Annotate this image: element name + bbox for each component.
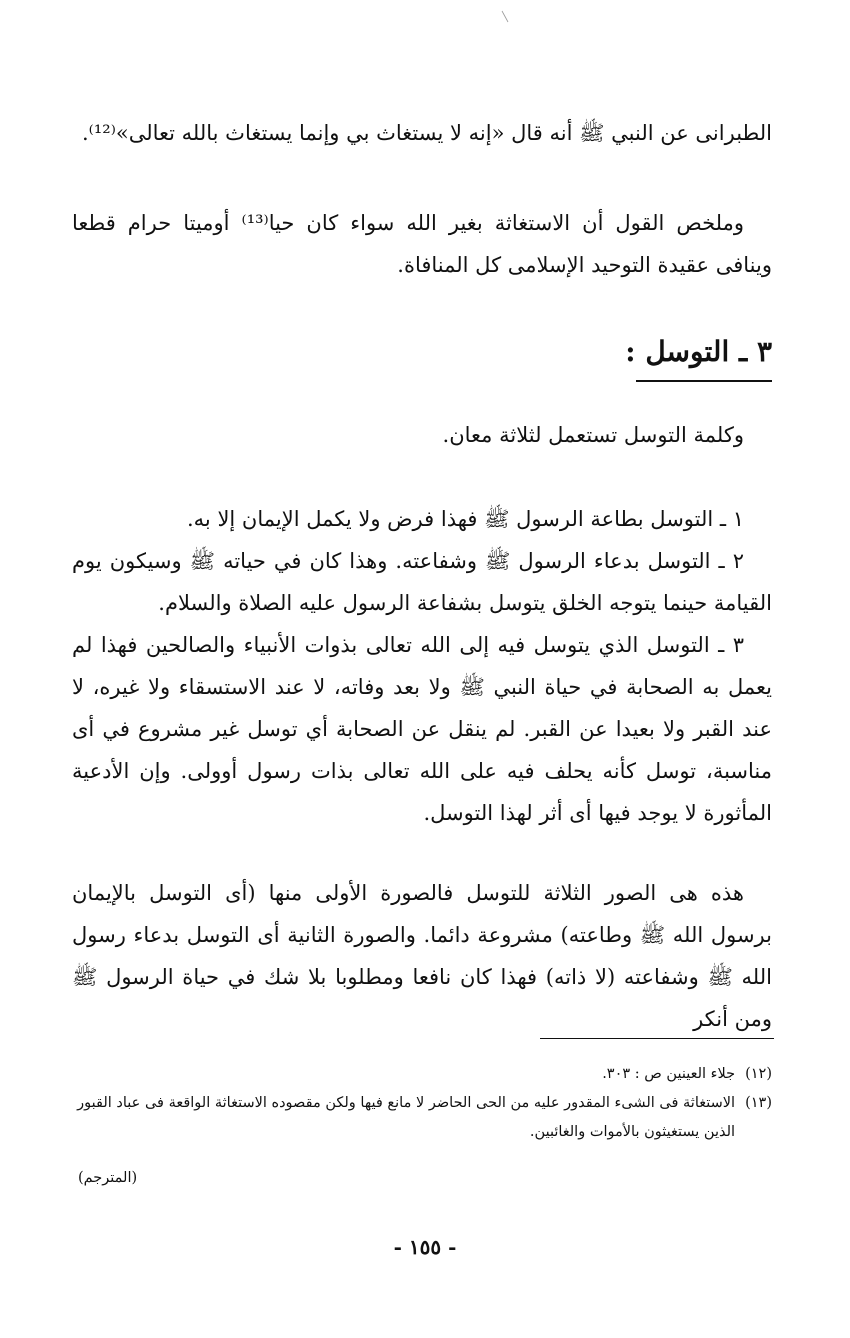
- list-item: ١ ـ التوسل بطاعة الرسول ﷺ فهذا فرض ولا يكمل الإيمان إلا به.: [186, 507, 744, 531]
- footnote-item: [72, 1089, 772, 1147]
- section-heading: ٣ ـ التوسل :: [625, 335, 772, 368]
- summary-paragraph-block: [72, 202, 772, 286]
- footnote-separator: [540, 1038, 774, 1039]
- list-item: ٢ ـ التوسل بدعاء الرسول ﷺ وشفاعته. وهذا كان في حياته ﷺ وسيكون يوم القيامة حينما يتوجه الخلق يتوسل بشفاعة الرسول عليه الصلاة والسلام.: [72, 549, 772, 615]
- footnote-number: (١٣): [745, 1095, 772, 1111]
- footnote-text: الاستغاثة فى الشىء المقدور عليه من الحى الحاضر لا مانع فيها ولكن مقصوده الاستغاثة الواقعة فى عباد القبور الذين يستغيثون بالأموات والغائبين.: [77, 1095, 736, 1140]
- footnote-item: [72, 1060, 772, 1089]
- closing-paragraph-block: [72, 872, 772, 1040]
- closing-paragraph: هذه هى الصور الثلاثة للتوسل فالصورة الأولى منها (أى التوسل بالإيمان برسول الله ﷺ وطاعته) مشروعة دائما. والصورة الثانية أى التوسل بدعاء رسول الله ﷺ وشفاعته (لا ذاته) فهذا كان نافعا ومطلوبا بلا شك في حياة الرسول ﷺ ومن أنكر: [72, 881, 772, 1031]
- translator-note: (المترجم): [78, 1170, 138, 1186]
- section-intro: وكلمة التوسل تستعمل لثلاثة معان.: [442, 423, 744, 447]
- footnote-number: (١٢): [745, 1066, 772, 1082]
- section-heading-underline: [636, 380, 772, 382]
- intro-paragraph-block: [72, 112, 772, 154]
- footnotes: [72, 1060, 772, 1147]
- summary-paragraph: وملخص القول أن الاستغاثة بغير الله سواء كان حيا⁽¹³⁾ أوميتا حرام قطعا وينافى عقيدة التوحيد الإسلامى كل المنافاة.: [72, 211, 772, 277]
- intro-paragraph: الطبرانى عن النبي ﷺ أنه قال «إنه لا يستغاث بي وإنما يستغاث بالله تعالى»⁽¹²⁾.: [82, 121, 772, 145]
- section-items-block: [72, 498, 772, 834]
- scan-speck-mark: [500, 10, 510, 24]
- page-number: - ١٥٥ -: [393, 1235, 457, 1259]
- section-intro-block: [72, 414, 772, 456]
- footnote-text: جلاء العينين ص : ٣٠٣.: [602, 1066, 736, 1082]
- list-item: ٣ ـ التوسل الذي يتوسل فيه إلى الله تعالى بذوات الأنبياء والصالحين فهذا لم يعمل به الصحابة في حياة النبي ﷺ ولا بعد وفاته، لا عند الاستسقاء ولا غيره، لا عند القبر ولا بعيدا عن القبر. لم ينقل عن الصحابة أي توسل غير مشروع في أى مناسبة، توسل كأنه يحلف فيه على الله تعالى بذات رسول أوولى. وإن الأدعية المأثورة لا يوجد فيها أى أثر لهذا التوسل.: [72, 633, 772, 825]
